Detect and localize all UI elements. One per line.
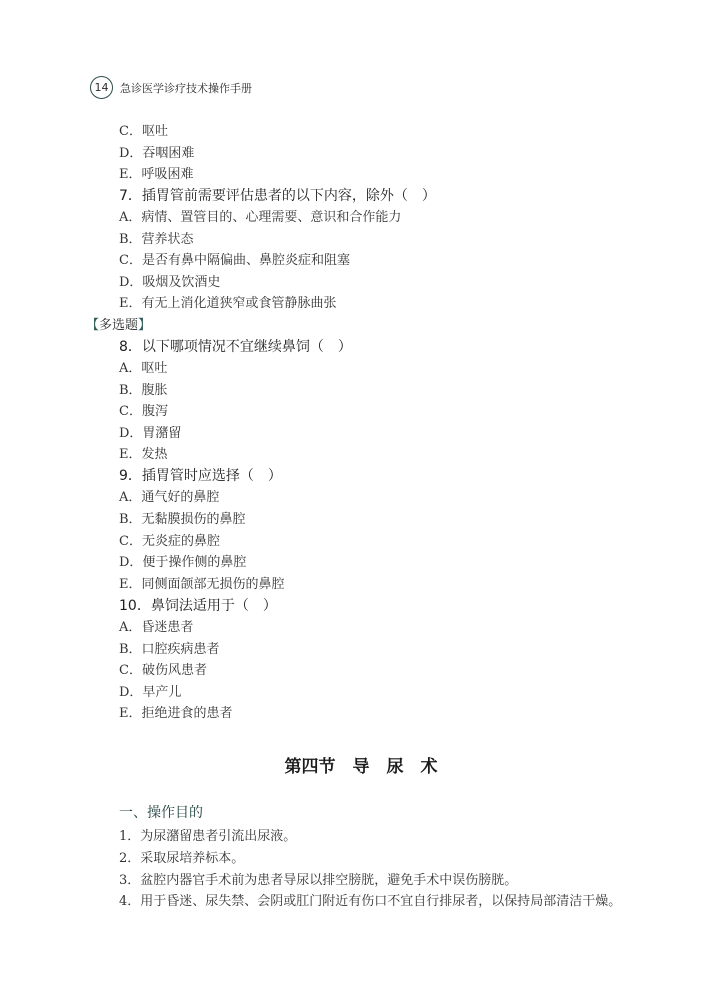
- tag-close-bracket: 】: [138, 318, 152, 333]
- question-line: 10．鼻饲法适用于（ ）: [119, 598, 277, 614]
- option-line: C．是否有鼻中隔偏曲、鼻腔炎症和阻塞: [119, 253, 350, 268]
- question-line: 7．插胃管前需要评估患者的以下内容，除外（ ）: [119, 188, 436, 204]
- tag-open-bracket: 【: [86, 318, 100, 333]
- list-item: 4．用于昏迷、尿失禁、会阴或肛门附近有伤口不宜自行排尿者，以保持局部清洁干燥。: [119, 894, 622, 909]
- option-line: C．破伤风患者: [119, 663, 207, 678]
- subsection-heading: 一、操作目的: [119, 805, 203, 821]
- option-line: B．无黏膜损伤的鼻腔: [119, 512, 246, 527]
- book-title: 急诊医学诊疗技术操作手册: [120, 81, 252, 95]
- option-line: C．无炎症的鼻腔: [119, 534, 220, 549]
- option-line: C．腹泻: [119, 404, 168, 419]
- list-item: 2．采取尿培养标本。: [119, 851, 245, 866]
- option-line: B．口腔疾病患者: [119, 642, 220, 657]
- option-line: E．有无上消化道狭窄或食管静脉曲张: [119, 296, 337, 311]
- option-line: D．早产儿: [119, 685, 182, 700]
- option-line: B．腹胀: [119, 383, 168, 398]
- option-line: E．发热: [119, 447, 168, 462]
- option-line: E．拒绝进食的患者: [119, 706, 233, 721]
- option-line: A．通气好的鼻腔: [119, 490, 220, 505]
- option-line: D．吸烟及饮酒史: [119, 275, 221, 290]
- section-title: 第四节 导 尿 术: [284, 757, 438, 777]
- option-line: D．吞咽困难: [119, 146, 195, 161]
- option-line: A．昏迷患者: [119, 620, 194, 635]
- option-line: D．便于操作侧的鼻腔: [119, 555, 247, 570]
- list-item: 1．为尿潴留患者引流出尿液。: [119, 829, 297, 844]
- question-line: 8．以下哪项情况不宜继续鼻饲（ ）: [119, 339, 352, 355]
- question-line: 9．插胃管时应选择（ ）: [119, 468, 282, 484]
- option-line: A．呕吐: [119, 361, 168, 376]
- option-line: B．营养状态: [119, 232, 194, 247]
- tag-text: 多选题: [99, 318, 139, 333]
- page-header: [90, 76, 252, 99]
- option-line: C．呕吐: [119, 124, 168, 139]
- option-line: D．胃潴留: [119, 426, 182, 441]
- option-line: E．呼吸困难: [119, 167, 194, 182]
- option-line: A．病情、置管目的、心理需要、意识和合作能力: [119, 210, 402, 225]
- option-line: E．同侧面颌部无损伤的鼻腔: [119, 577, 285, 592]
- list-item: 3．盆腔内器官手术前为患者导尿以排空膀胱，避免手术中误伤膀胱。: [119, 873, 518, 888]
- multi-choice-tag: [86, 318, 151, 334]
- page-number: 14: [90, 76, 113, 99]
